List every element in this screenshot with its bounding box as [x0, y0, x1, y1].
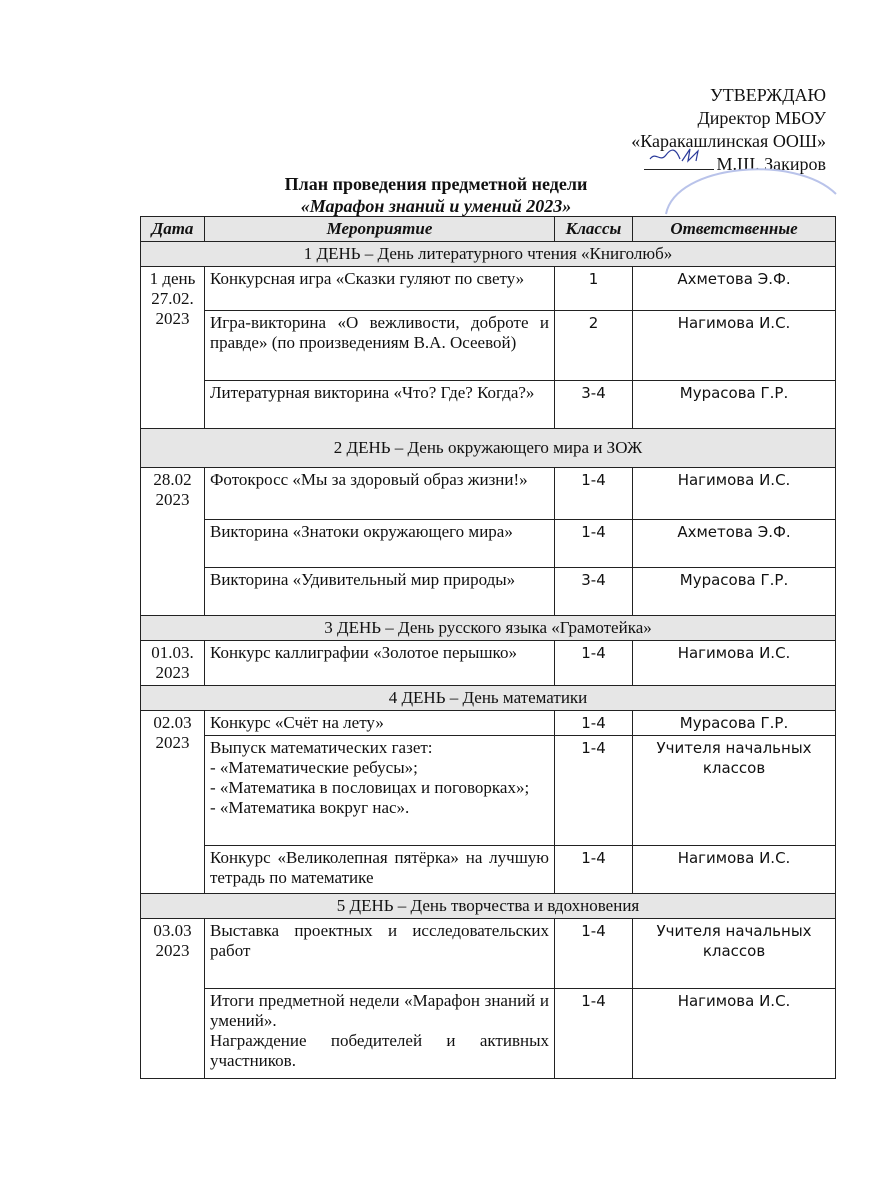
responsible-cell: Ахметова Э.Ф. [633, 267, 836, 311]
event-cell: Викторина «Удивительный мир природы» [205, 568, 555, 616]
table-row [141, 381, 836, 429]
day-4-date: 02.03 2023 [141, 711, 205, 894]
day-3-date: 01.03. 2023 [141, 641, 205, 686]
approval-heading: УТВЕРЖДАЮ [709, 85, 826, 105]
classes-cell: 1-4 [555, 919, 633, 989]
classes-cell: 3-4 [555, 568, 633, 616]
responsible-cell: Ахметова Э.Ф. [633, 520, 836, 568]
event-cell: Конкурсная игра «Сказки гуляют по свету» [205, 267, 555, 311]
event-cell [205, 736, 555, 846]
table-row [141, 641, 836, 686]
day-5-date: 03.03 2023 [141, 919, 205, 1079]
event-line: - «Математические ребусы»; [210, 758, 418, 777]
table-row [141, 919, 836, 989]
event-cell: Фотокросс «Мы за здоровый образ жизни!» [205, 468, 555, 520]
event-cell: Конкурс «Счёт на лету» [205, 711, 555, 736]
day-5-title: 5 ДЕНЬ – День творчества и вдохновения [141, 894, 836, 919]
responsible-cell: Мурасова Г.Р. [633, 711, 836, 736]
event-cell: Литературная викторина «Что? Где? Когда?» [205, 381, 555, 429]
classes-cell: 3-4 [555, 381, 633, 429]
event-cell [205, 989, 555, 1079]
classes-cell: 1-4 [555, 520, 633, 568]
table-row [141, 267, 836, 311]
classes-cell: 1-4 [555, 736, 633, 846]
day-2-date: 28.02 2023 [141, 468, 205, 616]
event-line: - «Математика в пословицах и поговорках»; [210, 778, 530, 797]
table-row [141, 520, 836, 568]
approval-name: М.Ш. Закиров [716, 154, 826, 174]
responsible-cell: Нагимова И.С. [633, 989, 836, 1079]
table-row [141, 736, 836, 846]
day-3-title: 3 ДЕНЬ – День русского языка «Грамотейка» [141, 616, 836, 641]
header-date: Дата [141, 217, 205, 242]
classes-cell: 1-4 [555, 711, 633, 736]
table-row [141, 846, 836, 894]
approval-school: «Каракашлинская ООШ» [631, 131, 826, 151]
classes-cell: 1-4 [555, 989, 633, 1079]
header-event: Мероприятие [205, 217, 555, 242]
responsible-cell: Учителя начальных классов [633, 736, 836, 846]
title-main: План проведения предметной недели [284, 174, 588, 194]
event-line: - «Математика вокруг нас». [210, 798, 410, 817]
responsible-cell: Нагимова И.С. [633, 468, 836, 520]
event-cell: Викторина «Знатоки окружающего мира» [205, 520, 555, 568]
table-row [141, 311, 836, 381]
event-cell: Выставка проектных и исследовательских работ [205, 919, 555, 989]
responsible-cell: Мурасова Г.Р. [633, 568, 836, 616]
approval-block [566, 84, 826, 176]
event-cell: Игра-викторина «О вежливости, доброте и правде» (по произведениям В.А. Осеевой) [205, 311, 555, 381]
table-row [141, 468, 836, 520]
day-2-title: 2 ДЕНЬ – День окружающего мира и ЗОЖ [141, 429, 836, 468]
responsible-cell: Нагимова И.С. [633, 641, 836, 686]
event-line: Итоги предметной недели «Марафон знаний и умений». [210, 991, 549, 1030]
table-row [141, 989, 836, 1079]
classes-cell: 1-4 [555, 641, 633, 686]
responsible-cell: Нагимова И.С. [633, 311, 836, 381]
plan-table [140, 216, 836, 1079]
classes-cell: 1 [555, 267, 633, 311]
event-cell: Конкурс каллиграфии «Золотое перышко» [205, 641, 555, 686]
header-classes: Классы [555, 217, 633, 242]
responsible-cell: Учителя начальных классов [633, 919, 836, 989]
day-1-title: 1 ДЕНЬ – День литературного чтения «Книголюб» [141, 242, 836, 267]
table-row [141, 568, 836, 616]
document-title [0, 173, 872, 217]
event-line: Награждение победителей и активных участников. [210, 1031, 549, 1070]
event-line: Выпуск математических газет: [210, 738, 433, 757]
title-subtitle: «Марафон знаний и умений 2023» [300, 196, 572, 216]
classes-cell: 1-4 [555, 846, 633, 894]
classes-cell: 2 [555, 311, 633, 381]
responsible-cell: Мурасова Г.Р. [633, 381, 836, 429]
header-responsible: Ответственные [633, 217, 836, 242]
day-4-title: 4 ДЕНЬ – День математики [141, 686, 836, 711]
classes-cell: 1-4 [555, 468, 633, 520]
table-header-row [141, 217, 836, 242]
responsible-cell: Нагимова И.С. [633, 846, 836, 894]
day-1-date: 1 день 27.02. 2023 [141, 267, 205, 429]
event-cell: Конкурс «Великолепная пятёрка» на лучшую тетрадь по математике [205, 846, 555, 894]
approval-position: Директор МБОУ [697, 108, 826, 128]
table-row [141, 711, 836, 736]
